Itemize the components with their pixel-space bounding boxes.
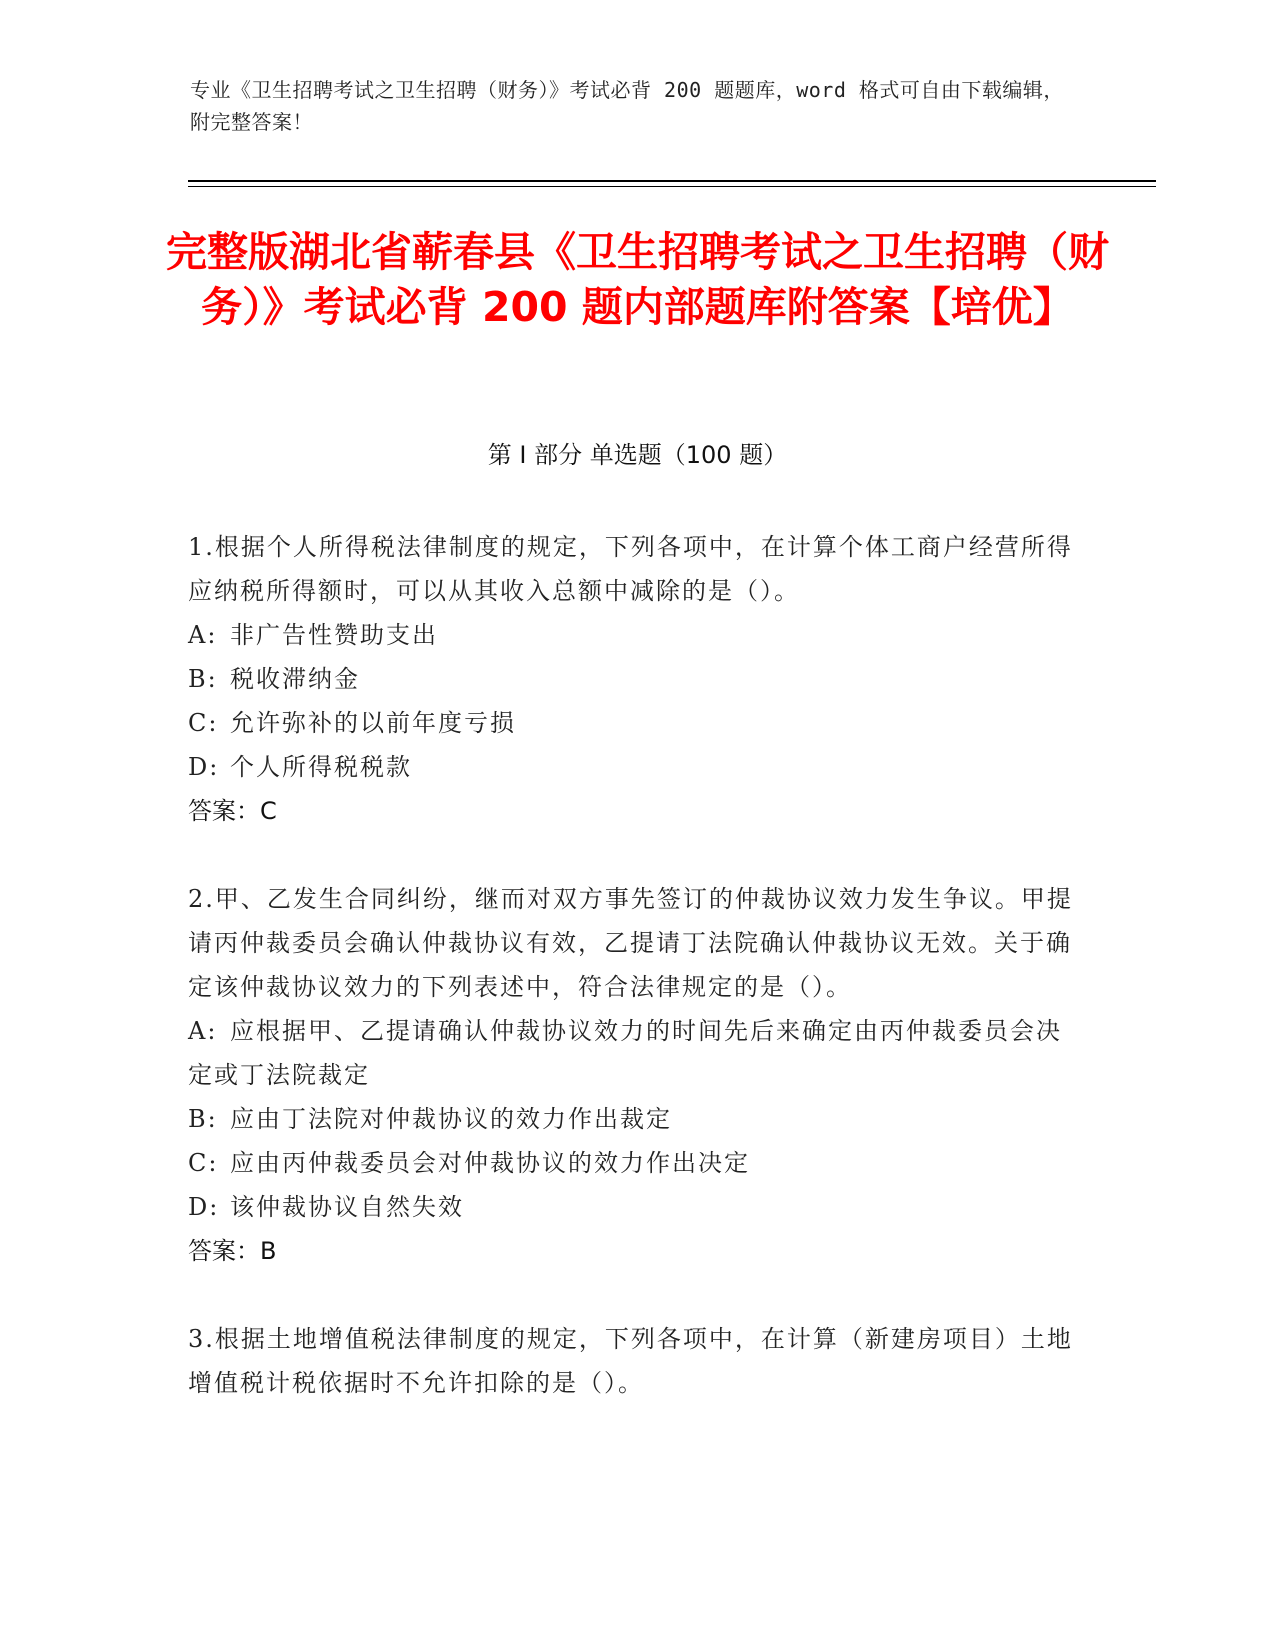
header-note: 专业《卫生招聘考试之卫生招聘（财务）》考试必背 200 题题库，word 格式可自由下载编辑，附完整答案！ xyxy=(190,78,1064,134)
option-d xyxy=(188,1185,1078,1229)
option-a xyxy=(188,613,1078,657)
option-key: A: xyxy=(188,1017,218,1045)
section-heading: 第 I 部分 单选题（100 题） xyxy=(487,441,788,469)
option-d xyxy=(188,745,1078,789)
option-key: C: xyxy=(188,1149,219,1177)
option-key: D: xyxy=(188,753,220,781)
option-key: B: xyxy=(188,665,218,693)
question-stem: 1.根据个人所得税法律制度的规定，下列各项中，在计算个体工商户经营所得应纳税所得额时，可以从其收入总额中减除的是（）。 xyxy=(188,533,1073,605)
question-stem: 2.甲、乙发生合同纠纷，继而对双方事先签订的仲裁协议效力发生争议。甲提请丙仲裁委员会确认仲裁协议有效，乙提请丁法院确认仲裁协议无效。关于确定该仲裁协议效力的下列表述中，符合法律规定的是（）。 xyxy=(188,885,1073,1001)
question-stem: 3.根据土地增值税法律制度的规定，下列各项中，在计算（新建房项目）土地增值税计税依据时不允许扣除的是（）。 xyxy=(188,1325,1073,1397)
option-c xyxy=(188,1141,1078,1185)
option-text: 应由丙仲裁委员会对仲裁协议的效力作出决定 xyxy=(230,1149,750,1177)
option-key: B: xyxy=(188,1105,218,1133)
option-key: A: xyxy=(188,621,218,649)
option-key: D: xyxy=(188,1193,220,1221)
option-b xyxy=(188,1097,1078,1141)
option-text: 允许弥补的以前年度亏损 xyxy=(230,709,516,737)
option-text: 个人所得税税款 xyxy=(230,753,412,781)
answer-line: 答案：B xyxy=(188,1237,277,1265)
answer-line: 答案：C xyxy=(188,797,277,825)
option-text: 应根据甲、乙提请确认仲裁协议效力的时间先后来确定由丙仲裁委员会决定或丁法院裁定 xyxy=(188,1017,1062,1089)
option-a xyxy=(188,1009,1078,1097)
header-divider-thick xyxy=(188,180,1156,182)
option-text: 非广告性赞助支出 xyxy=(230,621,438,649)
document-title: 完整版湖北省蕲春县《卫生招聘考试之卫生招聘（财务）》考试必背 200 题内部题库附答案【培优】 xyxy=(166,228,1109,331)
header-divider-thin xyxy=(188,186,1156,187)
question-3 xyxy=(188,1317,1078,1405)
option-c xyxy=(188,701,1078,745)
option-b xyxy=(188,657,1078,701)
question-1 xyxy=(188,525,1078,833)
option-text: 税收滞纳金 xyxy=(230,665,360,693)
question-2 xyxy=(188,877,1078,1273)
question-list xyxy=(188,525,1078,1449)
option-key: C: xyxy=(188,709,219,737)
option-text: 应由丁法院对仲裁协议的效力作出裁定 xyxy=(230,1105,672,1133)
option-text: 该仲裁协议自然失效 xyxy=(230,1193,464,1221)
